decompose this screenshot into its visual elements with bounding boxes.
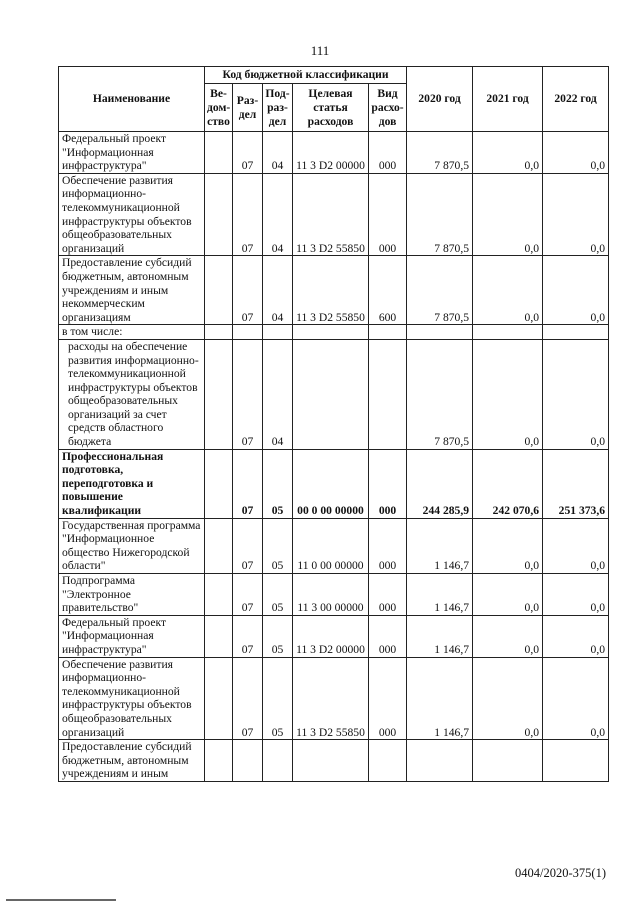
table-row [59, 132, 609, 174]
header-razdel: Раз- дел [233, 84, 263, 132]
row-ved [205, 256, 233, 325]
table-row [59, 256, 609, 325]
row-statya [293, 325, 369, 340]
row-ved [205, 339, 233, 449]
row-vid: 000 [369, 657, 407, 740]
row-razdel: 07 [233, 132, 263, 174]
row-ved [205, 132, 233, 174]
row-2020 [407, 740, 473, 782]
table-row [59, 574, 609, 616]
header-2020: 2020 год [407, 67, 473, 132]
header-vedomstvo: Ве- дом- ство [205, 84, 233, 132]
row-ved [205, 740, 233, 782]
row-2021: 0,0 [473, 339, 543, 449]
row-2021: 242 070,6 [473, 449, 543, 518]
header-statya: Целевая статья расходов [293, 84, 369, 132]
row-razdel: 07 [233, 574, 263, 616]
header-podrazdel: Под- раз- дел [263, 84, 293, 132]
row-podrazdel: 05 [263, 615, 293, 657]
document-code: 0404/2020-375(1) [515, 866, 606, 880]
row-vid: 000 [369, 518, 407, 573]
row-ved [205, 518, 233, 573]
row-name: расходы на обеспечение развития информационно-телекоммуникационной инфраструктуры объектов общеобразовательных организаций за счет средств областного бюджета [59, 339, 205, 449]
row-2020: 1 146,7 [407, 657, 473, 740]
row-2021 [473, 325, 543, 340]
row-2020: 1 146,7 [407, 574, 473, 616]
row-2020: 7 870,5 [407, 256, 473, 325]
row-statya [293, 740, 369, 782]
row-2021: 0,0 [473, 518, 543, 573]
header-vid: Вид расхо- дов [369, 84, 407, 132]
table-row [59, 325, 609, 340]
row-statya: 11 0 00 00000 [293, 518, 369, 573]
header-name: Наименование [59, 67, 205, 132]
header-2021: 2021 год [473, 67, 543, 132]
row-2021: 0,0 [473, 256, 543, 325]
row-2022: 0,0 [543, 657, 609, 740]
row-podrazdel: 04 [263, 173, 293, 256]
row-name: Обеспечение развития информационно-телекоммуникационной инфраструктуры объектов общеобразовательных организаций [59, 173, 205, 256]
row-razdel: 07 [233, 173, 263, 256]
table-row [59, 615, 609, 657]
row-statya: 00 0 00 00000 [293, 449, 369, 518]
row-vid: 000 [369, 574, 407, 616]
row-2021: 0,0 [473, 657, 543, 740]
row-razdel: 07 [233, 449, 263, 518]
row-statya: 11 3 D2 00000 [293, 615, 369, 657]
row-razdel: 07 [233, 615, 263, 657]
row-2020: 1 146,7 [407, 615, 473, 657]
row-statya: 11 3 D2 55850 [293, 657, 369, 740]
row-2021: 0,0 [473, 615, 543, 657]
row-razdel: 07 [233, 657, 263, 740]
row-2020: 1 146,7 [407, 518, 473, 573]
row-podrazdel: 04 [263, 256, 293, 325]
table-row [59, 339, 609, 449]
row-2020 [407, 325, 473, 340]
row-vid [369, 325, 407, 340]
row-podrazdel [263, 740, 293, 782]
row-2021 [473, 740, 543, 782]
row-razdel: 07 [233, 339, 263, 449]
row-statya [293, 339, 369, 449]
row-statya: 11 3 D2 00000 [293, 132, 369, 174]
row-ved [205, 615, 233, 657]
row-vid: 000 [369, 173, 407, 256]
budget-table [58, 66, 609, 782]
row-2020: 244 285,9 [407, 449, 473, 518]
row-name: Предоставление субсидий бюджетным, автономным учреждениям и иным некоммерческим организациям [59, 256, 205, 325]
table-row [59, 449, 609, 518]
row-name: Государственная программа "Информационное общество Нижегородской области" [59, 518, 205, 573]
row-2021: 0,0 [473, 173, 543, 256]
row-vid: 000 [369, 132, 407, 174]
row-podrazdel: 05 [263, 574, 293, 616]
table-row [59, 173, 609, 256]
row-2021: 0,0 [473, 132, 543, 174]
row-ved [205, 657, 233, 740]
row-2020: 7 870,5 [407, 173, 473, 256]
row-statya: 11 3 00 00000 [293, 574, 369, 616]
row-vid: 600 [369, 256, 407, 325]
row-name: Предоставление субсидий бюджетным, автономным учреждениям и иным [59, 740, 205, 782]
table-row [59, 740, 609, 782]
row-2022: 0,0 [543, 615, 609, 657]
row-statya: 11 3 D2 55850 [293, 173, 369, 256]
row-ved [205, 173, 233, 256]
row-name: Подпрограмма "Электронное правительство" [59, 574, 205, 616]
table-row [59, 657, 609, 740]
header-2022: 2022 год [543, 67, 609, 132]
row-2022 [543, 740, 609, 782]
row-vid: 000 [369, 449, 407, 518]
row-vid: 000 [369, 615, 407, 657]
row-2022: 0,0 [543, 256, 609, 325]
row-2021: 0,0 [473, 574, 543, 616]
row-name: Профессиональная подготовка, переподготовка и повышение квалификации [59, 449, 205, 518]
row-2022: 0,0 [543, 574, 609, 616]
row-podrazdel: 05 [263, 518, 293, 573]
row-razdel: 07 [233, 256, 263, 325]
row-razdel [233, 740, 263, 782]
row-2022: 0,0 [543, 518, 609, 573]
row-podrazdel: 04 [263, 339, 293, 449]
scan-artifact [6, 899, 116, 901]
row-vid [369, 740, 407, 782]
row-ved [205, 325, 233, 340]
row-name: в том числе: [59, 325, 205, 340]
row-2022 [543, 325, 609, 340]
row-name: Федеральный проект "Информационная инфраструктура" [59, 132, 205, 174]
row-2022: 0,0 [543, 173, 609, 256]
row-razdel: 07 [233, 518, 263, 573]
row-podrazdel: 05 [263, 449, 293, 518]
row-razdel [233, 325, 263, 340]
page-number: 111 [310, 43, 330, 58]
row-2022: 251 373,6 [543, 449, 609, 518]
row-statya: 11 3 D2 55850 [293, 256, 369, 325]
row-name: Федеральный проект "Информационная инфраструктура" [59, 615, 205, 657]
table-row [59, 518, 609, 573]
row-ved [205, 449, 233, 518]
row-podrazdel: 05 [263, 657, 293, 740]
row-2022: 0,0 [543, 339, 609, 449]
row-2022: 0,0 [543, 132, 609, 174]
row-ved [205, 574, 233, 616]
row-2020: 7 870,5 [407, 132, 473, 174]
row-podrazdel: 04 [263, 132, 293, 174]
row-2020: 7 870,5 [407, 339, 473, 449]
header-classification-group: Код бюджетной классификации [205, 67, 407, 84]
row-podrazdel [263, 325, 293, 340]
row-name: Обеспечение развития информационно-телекоммуникационной инфраструктуры объектов общеобразовательных организаций [59, 657, 205, 740]
row-vid [369, 339, 407, 449]
